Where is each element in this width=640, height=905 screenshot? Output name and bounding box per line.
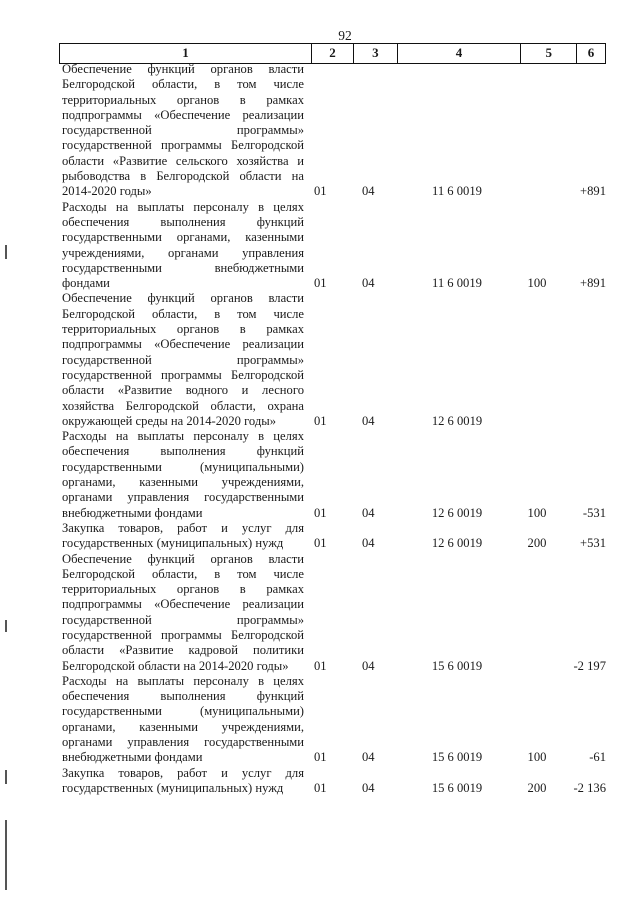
row-expense-type: 100 <box>527 505 547 520</box>
row-subsection-code: 04 <box>362 750 375 765</box>
header-col-4: 4 <box>397 44 521 63</box>
row-amount: +891 <box>580 184 606 199</box>
row-amount: -2 197 <box>573 658 606 673</box>
scan-margin-mark <box>5 770 7 784</box>
row-subsection-code: 04 <box>362 536 375 551</box>
row-target-article: 15 6 0019 <box>431 658 483 673</box>
row-description: Расходы на выплаты персоналу в целях обеспечения выполнения функций государственными органами, казенными учреждениями, органами управления государственными внебюджетными фондами <box>62 199 304 291</box>
table-row <box>62 200 606 292</box>
header-col-5: 5 <box>520 44 576 63</box>
header-col-2: 2 <box>311 44 353 63</box>
row-amount: +531 <box>580 536 606 551</box>
header-col-6: 6 <box>576 44 605 63</box>
row-section-code: 01 <box>314 413 327 428</box>
table-row <box>62 766 606 797</box>
table-row <box>62 62 606 200</box>
scan-margin-mark <box>5 620 7 632</box>
table-row <box>62 674 606 766</box>
row-subsection-code: 04 <box>362 276 375 291</box>
row-subsection-code: 04 <box>362 413 375 428</box>
row-expense-type: 200 <box>527 536 547 551</box>
header-col-1: 1 <box>182 45 189 60</box>
row-target-article: 11 6 0019 <box>432 184 482 199</box>
header-col-3: 3 <box>353 44 397 63</box>
row-amount: +891 <box>580 276 606 291</box>
page-number: 92 <box>338 28 352 43</box>
table-row <box>62 429 606 521</box>
row-subsection-code: 04 <box>362 780 375 795</box>
row-amount: -531 <box>582 505 606 520</box>
row-subsection-code: 04 <box>362 505 375 520</box>
row-description: Обеспечение функций органов власти Белгородской области, в том числе территориальных органов в рамках подпрограммы «Обеспечение реализации государственной программы» государственной программы Белгородской области «Развитие водного и лесного хозяйства Белгородской области, охрана окружающей среды на 2014-2020 годы» <box>62 291 304 428</box>
row-expense-type: 200 <box>527 780 547 795</box>
row-description: Закупка товаров, работ и услуг для государственных (муниципальных) нужд <box>62 765 304 795</box>
row-description: Закупка товаров, работ и услуг для государственных (муниципальных) нужд <box>62 520 304 551</box>
row-target-article: 12 6 0019 <box>431 413 483 428</box>
row-subsection-code: 04 <box>362 184 375 199</box>
row-description: Обеспечение функций органов власти Белгородской области, в том числе территориальных органов в рамках подпрограммы «Обеспечение реализации государственной программы» государственной программы Белгородской области «Развитие сельского хозяйства и рыбоводства в Белгородской области на 2014-2020 годы» <box>62 62 304 199</box>
row-expense-type: 100 <box>527 750 547 765</box>
row-target-article: 12 6 0019 <box>431 505 483 520</box>
row-target-article: 15 6 0019 <box>431 780 483 795</box>
row-section-code: 01 <box>314 536 327 551</box>
row-amount: -2 136 <box>573 780 606 795</box>
row-subsection-code: 04 <box>362 658 375 673</box>
row-amount: -61 <box>589 750 606 765</box>
row-section-code: 01 <box>314 750 327 765</box>
table-row <box>62 552 606 674</box>
row-section-code: 01 <box>314 505 327 520</box>
row-section-code: 01 <box>314 184 327 199</box>
row-target-article: 12 6 0019 <box>431 536 483 551</box>
table-row <box>62 521 606 552</box>
row-target-article: 15 6 0019 <box>431 750 483 765</box>
table-body <box>62 62 606 796</box>
row-target-article: 11 6 0019 <box>432 276 482 291</box>
scan-margin-mark <box>5 245 7 259</box>
row-section-code: 01 <box>314 658 327 673</box>
row-description: Обеспечение функций органов власти Белгородской области, в том числе территориальных органов в рамках подпрограммы «Обеспечение реализации государственной программы» государственной программы Белгородской области «Развитие кадровой политики Белгородской области на 2014-2020 годы» <box>62 551 304 673</box>
row-description: Расходы на выплаты персоналу в целях обеспечения выполнения функций государственными (муниципальными) органами, казенными учреждениями, органами управления государственными внебюджетными фондами <box>62 429 304 520</box>
row-expense-type: 100 <box>527 276 547 291</box>
row-description: Расходы на выплаты персоналу в целях обеспечения выполнения функций государственными (муниципальными) органами, казенными учреждениями, органами управления государственными внебюджетными фондами <box>62 673 304 765</box>
table-header <box>59 43 606 64</box>
scan-margin-mark <box>5 820 7 890</box>
table-row <box>62 291 606 429</box>
row-section-code: 01 <box>314 780 327 795</box>
row-section-code: 01 <box>314 276 327 291</box>
